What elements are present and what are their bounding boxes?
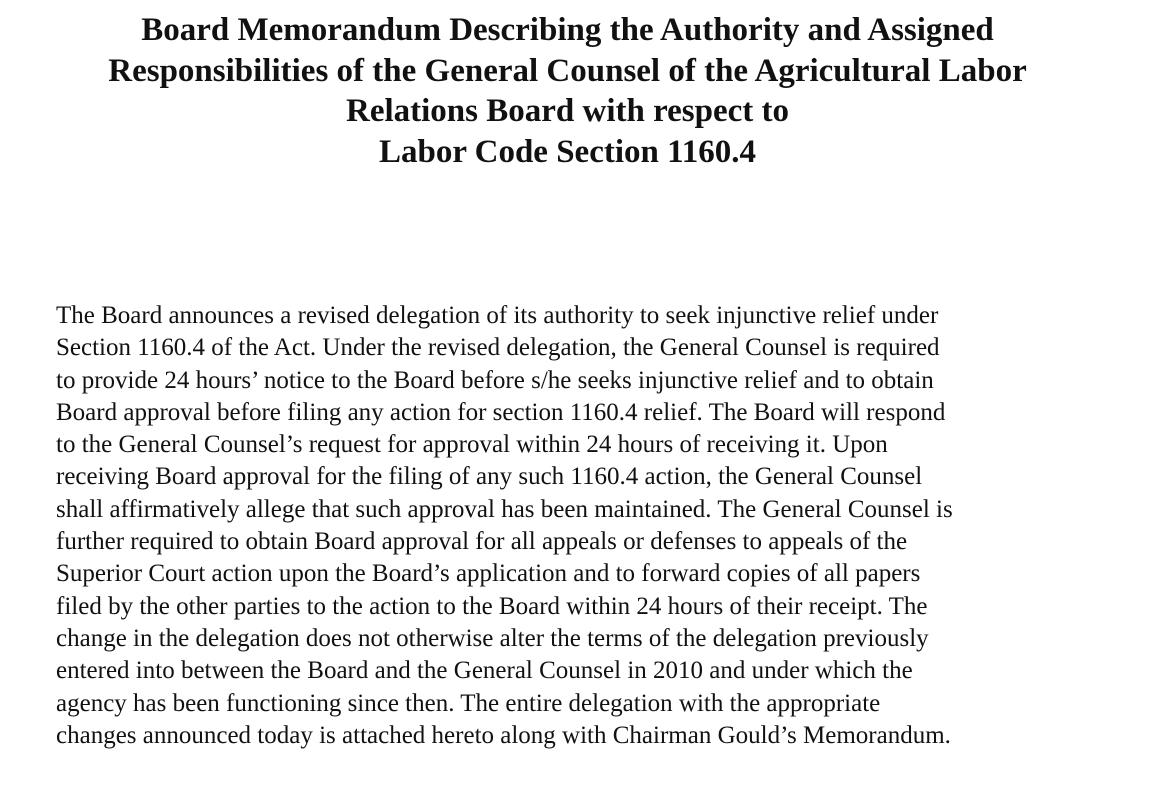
body-line: Board approval before filing any action for section 1160.4 relief. The Board will respond (56, 398, 946, 426)
body-line: shall affirmatively allege that such approval has been maintained. The General Counsel is (56, 495, 953, 523)
document-title (0, 10, 1135, 172)
body-paragraph (56, 300, 1116, 752)
body-line: further required to obtain Board approval for all appeals or defenses to appeals of the (56, 528, 908, 556)
body-line: The Board announces a revised delegation of its authority to seek injunctive relief under (56, 302, 939, 329)
body-line: agency has been functioning since then. The entire delegation with the appropriate (56, 689, 881, 717)
body-line: Section 1160.4 of the Act. Under the revised delegation, the General Counsel is required (56, 334, 940, 362)
title-line: Labor Code Section 1160.4 (378, 133, 757, 170)
body-line: to provide 24 hours’ notice to the Board before s/he seeks injunctive relief and to obtain (56, 366, 934, 394)
body-line: Superior Court action upon the Board’s application and to forward copies of all papers (56, 560, 921, 588)
title-line: Relations Board with respect to (345, 93, 790, 129)
body-line: change in the delegation does not otherwise alter the terms of the delegation previously (56, 624, 929, 652)
title-line: Board Memorandum Describing the Authority and Assigned (141, 12, 994, 48)
body-line: entered into between the Board and the General Counsel in 2010 and under which the (56, 657, 913, 685)
body-line: filed by the other parties to the action to the Board within 24 hours of their receipt. The (56, 592, 928, 620)
body-line: changes announced today is attached hereto along with Chairman Gould’s Memorandum. (56, 721, 951, 749)
body-line: receiving Board approval for the filing of any such 1160.4 action, the General Counsel (56, 463, 923, 491)
title-line: Responsibilities of the General Counsel of the Agricultural Labor (108, 52, 1027, 89)
body-line: to the General Counsel’s request for approval within 24 hours of receiving it. Upon (56, 431, 888, 459)
